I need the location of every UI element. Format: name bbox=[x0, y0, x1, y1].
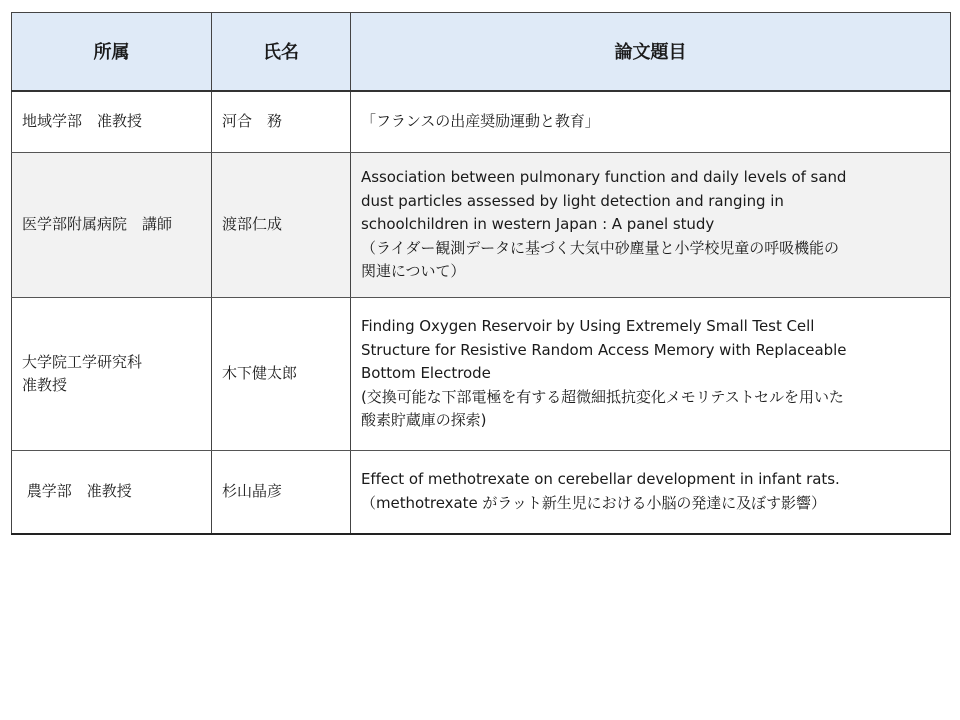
name-cell: 杉山晶彦 bbox=[212, 451, 351, 534]
affiliation-cell bbox=[12, 153, 212, 298]
affiliation-line: 農学部 准教授 bbox=[22, 482, 132, 500]
affiliation-cell bbox=[12, 298, 212, 451]
title-line: Effect of methotrexate on cerebellar development in infant rats. bbox=[361, 470, 840, 489]
title-cell bbox=[351, 451, 951, 534]
affiliation-line: 地域学部 准教授 bbox=[22, 112, 143, 130]
title-line: （ライダー観測データに基づく大気中砂塵量と小学校児童の呼吸機能の bbox=[361, 238, 839, 257]
affiliation-cell bbox=[12, 91, 212, 153]
affiliation-line: 准教授 bbox=[22, 376, 68, 394]
table-row bbox=[12, 91, 951, 153]
name-cell: 河合 務 bbox=[212, 91, 351, 153]
title-line: Finding Oxygen Reservoir by Using Extremely Small Test Cell bbox=[361, 317, 815, 336]
title-line: （methotrexate がラット新生児における小脳の発達に及ぼす影響） bbox=[361, 493, 826, 512]
header-affiliation: 所属 bbox=[12, 13, 212, 91]
title-line: dust particles assessed by light detection and ranging in bbox=[361, 191, 784, 210]
table-header bbox=[12, 13, 951, 91]
header-paper-title: 論文題目 bbox=[351, 13, 951, 91]
affiliation-cell bbox=[12, 451, 212, 534]
name-cell: 渡部仁成 bbox=[212, 153, 351, 298]
affiliation-line: 医学部附属病院 講師 bbox=[22, 215, 173, 234]
name-cell: 木下健太郎 bbox=[212, 298, 351, 451]
table-row bbox=[12, 451, 951, 534]
table-body bbox=[12, 91, 951, 534]
table-row bbox=[12, 298, 951, 451]
awards-table bbox=[11, 12, 951, 535]
affiliation-line: 大学院工学研究科 bbox=[22, 352, 143, 371]
title-cell bbox=[351, 153, 951, 298]
title-line: 関連について） bbox=[361, 262, 466, 281]
title-line: (交換可能な下部電極を有する超微細抵抗変化メモリテストセルを用いた bbox=[361, 387, 844, 406]
title-line: 酸素貯蔵庫の探索) bbox=[361, 411, 487, 430]
title-line: Structure for Resistive Random Access Memory with Replaceable bbox=[361, 340, 847, 359]
title-line: 「フランスの出産奨励運動と教育」 bbox=[361, 112, 600, 130]
title-line: Association between pulmonary function and daily levels of sand bbox=[361, 168, 847, 187]
title-line: schoolchildren in western Japan : A panel study bbox=[361, 215, 715, 234]
header-name: 氏名 bbox=[212, 13, 351, 91]
table-row bbox=[12, 153, 951, 298]
header-row bbox=[12, 13, 951, 91]
title-cell bbox=[351, 298, 951, 451]
title-cell bbox=[351, 91, 951, 153]
title-line: Bottom Electrode bbox=[361, 364, 491, 383]
